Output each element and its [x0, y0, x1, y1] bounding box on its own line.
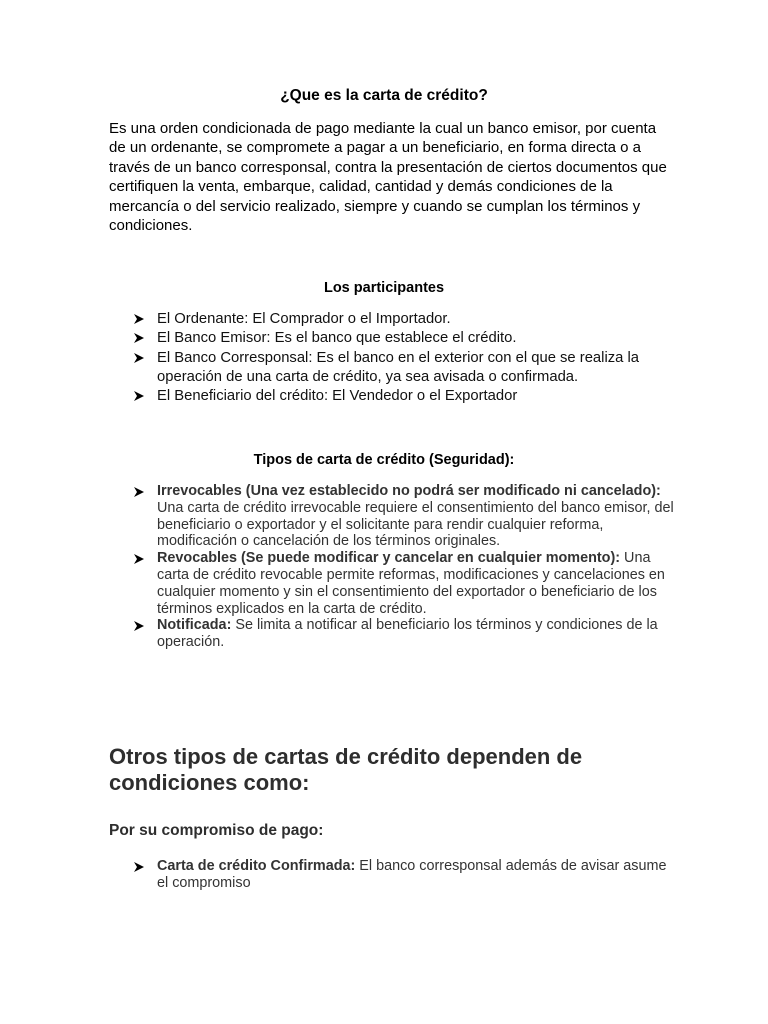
participant-text: El Banco Corresponsal: Es el banco en el exterior con el que se realiza la operación de una carta de crédito, ya sea avisada o confirmada. [157, 349, 639, 385]
arrowhead-bullet-icon [133, 858, 147, 873]
list-item [133, 858, 678, 892]
payment-commitment-subheading: Por su compromiso de pago: [109, 822, 324, 839]
participant-text: El Ordenante: El Comprador o el Importador. [157, 311, 451, 327]
list-item [133, 550, 678, 617]
participant-text: El Banco Emisor: Es el banco que establece el crédito. [157, 330, 517, 347]
list-item [133, 387, 678, 406]
type-description: Una carta de crédito irrevocable requiere el consentimiento del banco emisor, del beneficiario o exportador y el solicitante para rendir cualquier reforma, modificación o cancelación de los términos originales. [157, 499, 674, 550]
participant-text: El Beneficiario del crédito: El Vendedor o el Exportador [157, 388, 518, 405]
arrowhead-bullet-icon [133, 387, 147, 402]
types-list [133, 483, 678, 651]
type-description: El banco corresponsal además de avisar asume el compromiso [157, 858, 667, 891]
arrowhead-bullet-icon [133, 310, 147, 325]
type-term: Carta de crédito Confirmada: [157, 858, 356, 874]
type-description: Una carta de crédito revocable permite reformas, modificaciones y cancelaciones en cualquier momento y sin el consentimiento del exportador o beneficiario de los términos explicados en la carta de crédito. [157, 550, 665, 617]
intro-paragraph: Es una orden condicionada de pago mediante la cual un banco emisor, por cuenta de un ordenante, se compromete a pagar a un beneficiario, en forma directa o a través de un banco corresponsal, contra la presentación de ciertos documentos que certifiquen la venta, embarque, calidad, cantidad y demás condiciones de la mercancía o del servicio realizado, siempre y cuando se cumplan los términos y condiciones. [109, 120, 667, 235]
list-item [133, 310, 678, 329]
type-term: Revocables (Se puede modificar y cancelar en cualquier momento): [157, 550, 621, 567]
list-item [133, 329, 678, 348]
list-item [133, 349, 678, 388]
page-title: ¿Que es la carta de crédito? [280, 87, 488, 104]
arrowhead-bullet-icon [133, 483, 147, 498]
arrowhead-bullet-icon [133, 349, 147, 364]
type-term: Notificada: [157, 617, 232, 634]
other-types-heading: Otros tipos de cartas de crédito dependen de condiciones como: [109, 744, 583, 795]
list-item [133, 617, 678, 651]
type-description: Se limita a notificar al beneficiario los términos y condiciones de la operación. [157, 617, 658, 651]
commitment-list [133, 858, 678, 892]
participants-heading: Los participantes [323, 280, 445, 296]
type-term: Irrevocables (Una vez establecido no podrá ser modificado ni cancelado): [157, 483, 661, 499]
arrowhead-bullet-icon [133, 617, 147, 632]
list-item [133, 483, 678, 550]
participants-list [133, 310, 678, 406]
types-heading: Tipos de carta de crédito (Seguridad): [253, 452, 515, 468]
arrowhead-bullet-icon [133, 329, 147, 344]
arrowhead-bullet-icon [133, 550, 147, 565]
